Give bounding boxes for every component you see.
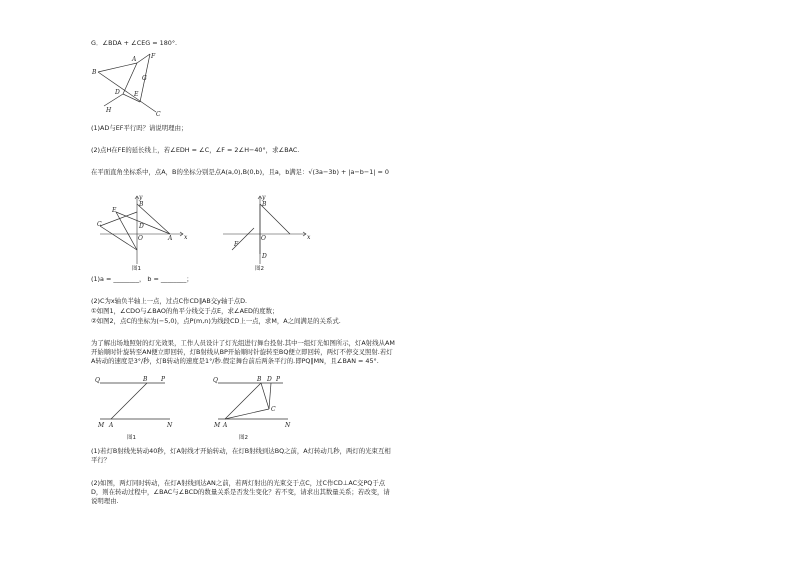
label-h: H <box>106 107 112 114</box>
label-d: D <box>267 376 272 383</box>
axis-x-label: x <box>307 234 311 241</box>
label-b: B <box>139 201 144 208</box>
label-f: F <box>234 241 239 248</box>
label-d: D <box>262 253 267 260</box>
label-o: O <box>261 235 266 242</box>
figure-caption: 图2 <box>255 266 264 272</box>
lights-figure-2 <box>213 375 298 447</box>
question-1-blanks: (1)a = ________， b = ________； <box>91 275 193 283</box>
label-d: D <box>115 89 120 96</box>
lights-intro: 为了解出场地照射的灯光效果，工作人员设计了灯光组进行舞台投射.其中一组灯光如图所示，灯A射线从AM开始顺时针旋转至AN便立即回转，灯B射线从BP开始顺时针旋转至BQ便立即回转，两灯不停交叉照射.若灯A转动的速度是3°/秒，灯B转动的速度是1°/秒.假定舞台前后两条平行的.即PQ∥MN，且∠BAN = 45°. <box>91 339 395 365</box>
label-a: A <box>132 56 137 63</box>
label-m: M <box>214 422 221 429</box>
coordinate-figure-1 <box>95 192 190 274</box>
label-b: B <box>257 376 262 383</box>
label-p: P <box>161 376 166 383</box>
label-c: C <box>97 221 102 228</box>
lights-figure-1 <box>95 375 180 447</box>
label-a: A <box>168 235 173 242</box>
figure-caption: 图2 <box>239 435 248 441</box>
axis-y-label: y <box>262 194 266 201</box>
label-d: D <box>139 223 144 230</box>
label-q: Q <box>213 377 218 384</box>
label-g: G <box>142 75 147 82</box>
label-p: P <box>276 376 281 383</box>
label-a: A <box>109 422 114 429</box>
label-m: M <box>98 422 105 429</box>
label-e: E <box>134 91 139 98</box>
figure-caption: 图1 <box>127 435 136 441</box>
axis-y-label: y <box>139 194 143 201</box>
label-c: C <box>156 111 161 118</box>
label-c: C <box>271 406 276 413</box>
condition-g-text: G．∠BDA + ∠CEG = 180°. <box>91 39 178 47</box>
label-e: E <box>112 207 117 214</box>
label-n: N <box>167 422 173 429</box>
figure-caption: 图1 <box>132 266 141 272</box>
label-q: Q <box>95 377 100 384</box>
question-1: (1)AD与EF平行吗？请说明理由； <box>91 124 188 132</box>
question-2: (2)C为x轴负半轴上一点，过点C作CD∥AB交y轴于点D. <box>91 297 248 305</box>
question-2-part-2: ②如图2，点C的坐标为(−5,0)，点P(m,n)为线段CD上一点，求M，A之间满足的关系式. <box>91 317 341 325</box>
question-2: (2)点H在FE的延长线上，若∠EDH = ∠C，∠F = 2∠H−40°，求∠BAC. <box>91 146 300 154</box>
label-o: O <box>138 235 143 242</box>
label-n: N <box>285 422 291 429</box>
coordinate-figure-2 <box>218 192 313 274</box>
lights-question-1: (1)若灯B射线先转动40秒，灯A射线才开始转动，在灯B射线到达BQ之前，A灯转动几秒，两灯的光束互相平行？ <box>91 447 391 464</box>
axis-x-label: x <box>184 234 188 241</box>
question-2-part-1: ①如图1，∠CDO与∠BAO的角平分线交于点E，求∠AED的度数； <box>91 307 279 315</box>
coordinate-intro: 在平面直角坐标系中，点A，B的坐标分别是点A(a,0),B(0,b)，且a，b满足：√(3a−3b) + |a−b−1| = 0 <box>91 168 389 176</box>
label-b: B <box>143 376 148 383</box>
label-b: B <box>262 201 267 208</box>
lights-question-2: (2)如图，两灯同时转动，在灯A射线到达AN之前，若两灯射出的光束交于点C，过C作CD⊥AC交PQ于点D，则在转动过程中，∠BAC与∠BCD的数量关系是否发生变化？若不变，请求出其数量关系；若改变，请说明理由. <box>91 479 390 505</box>
label-b: B <box>92 69 97 76</box>
label-a: A <box>223 422 228 429</box>
label-f: F <box>151 53 156 60</box>
figure-parallel-lines <box>90 50 170 120</box>
